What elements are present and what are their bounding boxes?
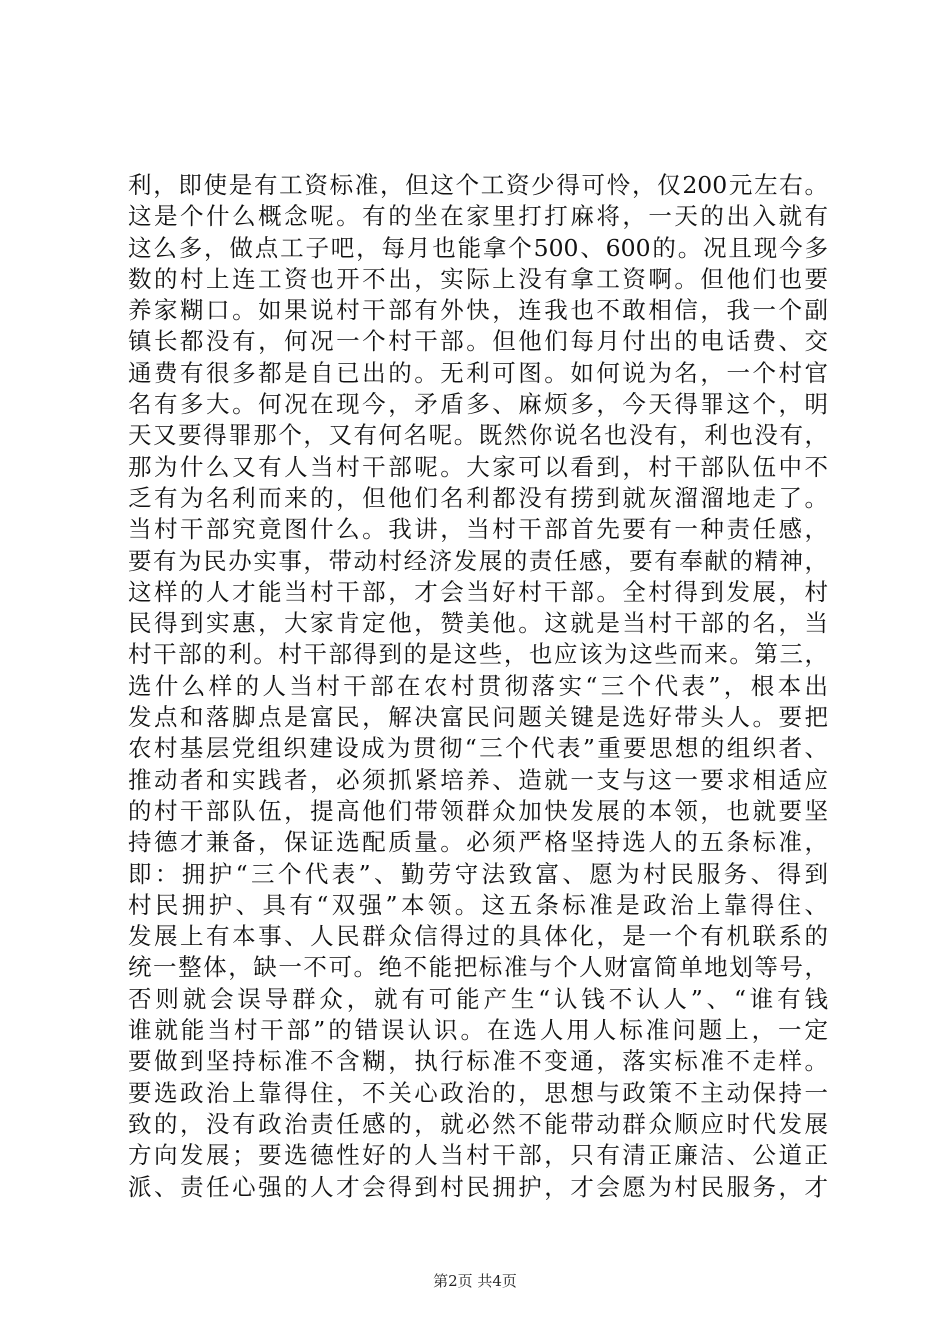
text-line: 要有为民办实事，带动村经济发展的责任感，要有奉献的精神， — [128, 546, 828, 575]
text-line: 这样的人才能当村干部，才会当好村干部。全村得到发展，村 — [128, 577, 828, 606]
text-line: 乏有为名利而来的，但他们名利都没有捞到就灰溜溜地走了。 — [128, 483, 828, 512]
text-line: 通费有很多都是自已出的。无利可图。如何说为名，一个村官 — [128, 358, 828, 387]
text-line: 发展上有本事、人民群众信得过的具体化，是一个有机联系的 — [128, 922, 828, 951]
text-line: 派、责任心强的人才会得到村民拥护，才会愿为村民服务，才 — [128, 1172, 828, 1201]
text-line: 的村干部队伍，提高他们带领群众加快发展的本领，也就要坚 — [128, 796, 828, 825]
text-line: 方向发展；要选德性好的人当村干部，只有清正廉洁、公道正 — [128, 1141, 828, 1170]
text-line: 当村干部究竟图什么。我讲，当村干部首先要有一种责任感， — [128, 515, 828, 544]
text-line: 推动者和实践者，必须抓紧培养、造就一支与这一要求相适应 — [128, 765, 828, 794]
text-line: 要做到坚持标准不含糊，执行标准不变通，落实标准不走样。 — [128, 1047, 828, 1076]
text-line: 发点和落脚点是富民，解决富民问题关键是选好带头人。要把 — [128, 703, 828, 732]
text-line: 数的村上连工资也开不出，实际上没有拿工资啊。但他们也要 — [128, 264, 828, 293]
text-line: 否则就会误导群众，就有可能产生“认钱不认人”、“谁有钱 — [128, 984, 828, 1013]
text-line: 养家糊口。如果说村干部有外快，连我也不敢相信，我一个副 — [128, 296, 828, 325]
text-line: 村民拥护、具有“双强”本领。这五条标准是政治上靠得住、 — [128, 890, 828, 919]
page-footer: 第2页 共4页 — [433, 1272, 517, 1290]
text-line: 村干部的利。村干部得到的是这些，也应该为这些而来。第三， — [128, 640, 828, 669]
text-line: 天又要得罪那个，又有何名呢。既然你说名也没有，利也没有， — [128, 421, 828, 450]
text-line: 选什么样的人当村干部在农村贯彻落实“三个代表”，根本出 — [128, 671, 828, 700]
body-text — [128, 170, 828, 1203]
text-line: 持德才兼备，保证选配质量。必须严格坚持选人的五条标准， — [128, 828, 828, 857]
text-line: 谁就能当村干部”的错误认识。在选人用人标准问题上，一定 — [128, 1016, 828, 1045]
text-line: 农村基层党组织建设成为贯彻“三个代表”重要思想的组织者、 — [128, 734, 828, 763]
text-line: 即：拥护“三个代表”、勤劳守法致富、愿为村民服务、得到 — [128, 859, 828, 888]
text-line: 利，即使是有工资标准，但这个工资少得可怜，仅200元左右。 — [128, 171, 828, 199]
text-line: 那为什么又有人当村干部呢。大家可以看到，村干部队伍中不 — [128, 452, 828, 481]
text-line: 名有多大。何况在现今，矛盾多、麻烦多，今天得罪这个，明 — [128, 390, 828, 419]
text-line: 统一整体，缺一不可。绝不能把标准与个人财富简单地划等号， — [128, 953, 828, 982]
text-line: 致的，没有政治责任感的，就必然不能带动群众顺应时代发展 — [128, 1109, 828, 1138]
text-line: 要选政治上靠得住，不关心政治的，思想与政策不主动保持一 — [128, 1078, 828, 1107]
text-line: 这是个什么概念呢。有的坐在家里打打麻将，一天的出入就有 — [128, 202, 828, 231]
text-line: 民得到实惠，大家肯定他，赞美他。这就是当村干部的名，当 — [128, 609, 828, 638]
text-line: 镇长都没有，何况一个村干部。但他们每月付出的电话费、交 — [128, 327, 828, 356]
text-line: 这么多，做点工子吧，每月也能拿个500、600的。况且现今多 — [128, 233, 828, 262]
